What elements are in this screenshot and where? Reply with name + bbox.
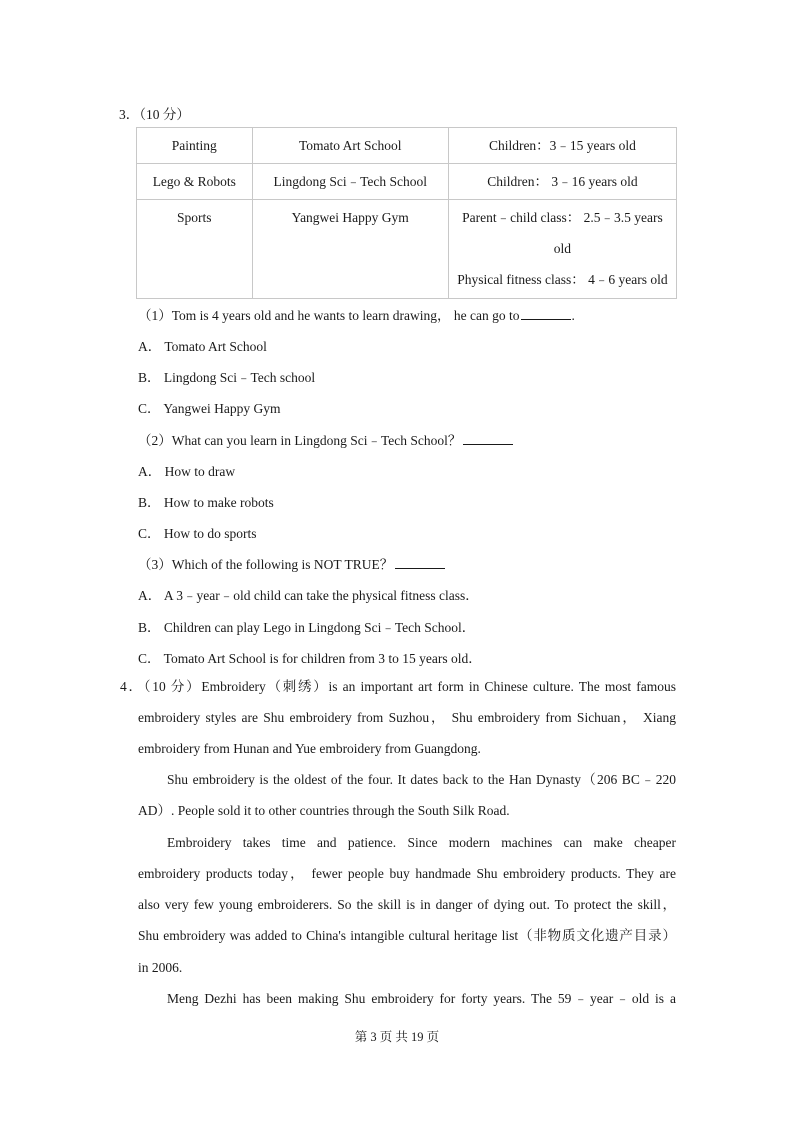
passage-line: Meng Dezhi has been making Shu embroidery for forty years. The 59﹣year﹣old is a — [167, 991, 676, 1006]
option-a: A． A 3﹣year﹣old child can take the physical fitness class． — [138, 588, 479, 603]
sub-question-3 — [138, 553, 445, 573]
table-row — [137, 128, 677, 164]
option-b: B． Lingdong Sci﹣Tech school — [138, 370, 316, 385]
table-cell-line: Physical fitness class： 4﹣6 years old — [457, 272, 668, 287]
table-cell: Children：3﹣15 years old — [448, 128, 676, 164]
answer-blank — [463, 432, 513, 445]
table-cell-line: Parent﹣child class： 2.5﹣3.5 years — [462, 210, 663, 225]
school-info-table — [136, 127, 677, 299]
passage-line: embroidery styles are Shu embroidery from Suzhou， Shu embroidery from Sichuan， Xiang — [138, 710, 676, 725]
passage-line: Shu embroidery was added to China's intangible cultural heritage list（非物质文化遗产目录） — [138, 928, 676, 943]
answer-blank — [395, 556, 445, 569]
table-cell: Painting — [137, 128, 253, 164]
table-cell-line: old — [553, 241, 572, 256]
option-c: C． Yangwei Happy Gym — [138, 401, 281, 416]
table-cell: Tomato Art School — [252, 128, 448, 164]
sub-question-1 — [138, 304, 575, 324]
question-text: （3）Which of the following is NOT TRUE？ — [138, 557, 394, 572]
passage-line: also very few young embroiderers. So the skill is in danger of dying out. To protect the skill， — [138, 897, 676, 912]
table-row — [137, 164, 677, 200]
question-text: （2）What can you learn in Lingdong Sci﹣Tech School？ — [138, 433, 462, 448]
option-a: A． How to draw — [138, 464, 236, 479]
sub-question-2 — [138, 429, 513, 449]
page-footer: 第 3 页 共 19 页 — [354, 1030, 440, 1044]
answer-blank — [521, 307, 571, 320]
option-b: B． Children can play Lego in Lingdong Sci﹣Tech School． — [138, 620, 476, 635]
passage-line: embroidery products today， fewer people buy handmade Shu embroidery products. They are — [138, 866, 676, 881]
option-b: B． How to make robots — [138, 495, 274, 510]
passage-line: AD）. People sold it to other countries through the South Silk Road. — [138, 803, 510, 818]
table-cell: Children： 3﹣16 years old — [448, 164, 676, 200]
question-end: . — [571, 308, 575, 323]
question-text: （1）Tom is 4 years old and he wants to learn drawing， he can go to — [138, 308, 520, 323]
passage-line: in 2006. — [138, 960, 183, 975]
question-3-header: 3．（10 分） — [119, 107, 190, 122]
passage-line: 4．（10 分）Embroidery（刺绣）is an important art form in Chinese culture. The most famous — [120, 679, 676, 694]
option-c: C． How to do sports — [138, 526, 257, 541]
table-cell — [448, 200, 676, 299]
table-cell: Lingdong Sci﹣Tech School — [252, 164, 448, 200]
passage-line: Shu embroidery is the oldest of the four. It dates back to the Han Dynasty（206 BC﹣220 — [167, 772, 676, 787]
passage-line: embroidery from Hunan and Yue embroidery from Guangdong. — [138, 741, 481, 756]
option-a: A． Tomato Art School — [138, 339, 267, 354]
table-cell: Sports — [137, 200, 253, 299]
table-row — [137, 200, 677, 299]
table-cell: Lego & Robots — [137, 164, 253, 200]
table-cell: Yangwei Happy Gym — [252, 200, 448, 299]
passage-line: Embroidery takes time and patience. Since modern machines can make cheaper — [167, 835, 676, 850]
option-c: C． Tomato Art School is for children from 3 to 15 years old． — [138, 651, 482, 666]
